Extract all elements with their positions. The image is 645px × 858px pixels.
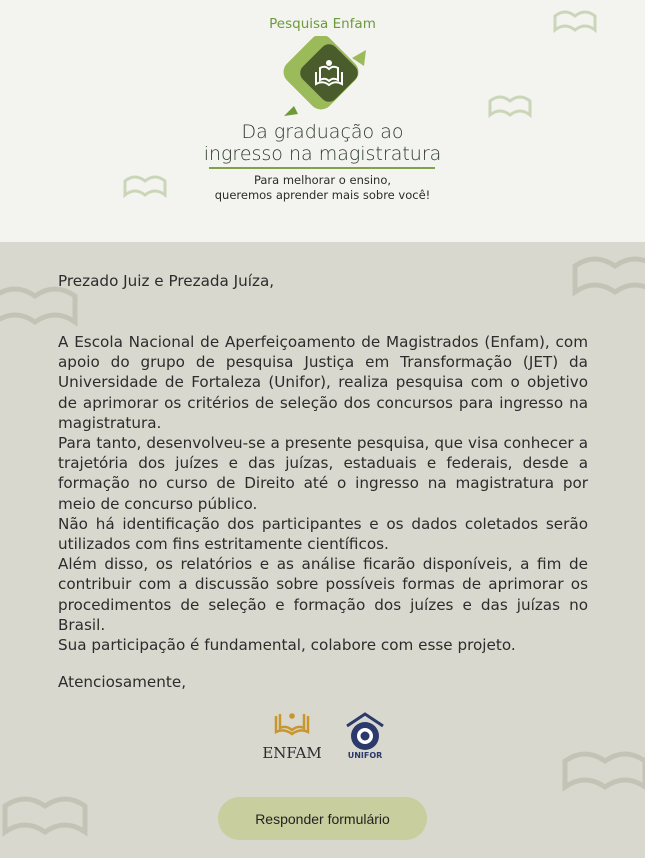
- paragraph-purpose: Para tanto, desenvolveu-se a presente pesquisa, que visa conhecer a trajetória dos juízes e das juízas, estaduais e federais, desde a formação no curso de Direito até o ingresso na magistratura por meio de concurso público.: [58, 434, 588, 513]
- title-line-2: ingresso na magistratura: [203, 143, 442, 165]
- paragraph-intro: A Escola Nacional de Aperfeiçoamento de Magistrados (Enfam), com apoio do grupo de pesquisa Justiça em Transformação (JET) da Universidade de Fortaleza (Unifor), realiza pesquisa com o objetivo de aprimorar os critérios de seleção dos concursos para ingresso na magistratura.: [58, 333, 588, 432]
- page-subtitle: [0, 173, 645, 203]
- partner-logos: [0, 710, 645, 770]
- subtitle-line-2: queremos aprender mais sobre você!: [214, 188, 431, 202]
- header: [0, 0, 645, 242]
- enfam-research-logo-icon: [274, 36, 382, 124]
- title-line-1: Da graduação ao: [241, 121, 404, 143]
- paragraph-call-to-action: Sua participação é fundamental, colabore com esse projeto.: [58, 636, 516, 655]
- letter-greeting: Prezado Juiz e Prezada Juíza,: [58, 272, 275, 290]
- page-title: [0, 121, 645, 165]
- unifor-logo-text: UNIFOR: [347, 751, 383, 760]
- title-divider: [209, 167, 435, 169]
- enfam-logo-text: ENFAM: [262, 744, 322, 762]
- respond-form-button[interactable]: Responder formulário: [218, 797, 427, 840]
- paragraph-privacy: Não há identificação dos participantes e os dados coletados serão utilizados com fins estritamente científicos.: [58, 514, 588, 554]
- letter-closing: Atenciosamente,: [58, 673, 187, 691]
- brand-label: Pesquisa Enfam: [269, 16, 376, 32]
- letter-body: [58, 332, 588, 655]
- paragraph-results: Além disso, os relatórios e as análise ficarão disponíveis, a fim de contribuir com a discussão sobre possíveis formas de aprimorar os procedimentos de seleção e formação dos juízes e das juízas no Brasil.: [58, 555, 588, 634]
- subtitle-line-1: Para melhorar o ensino,: [253, 173, 392, 187]
